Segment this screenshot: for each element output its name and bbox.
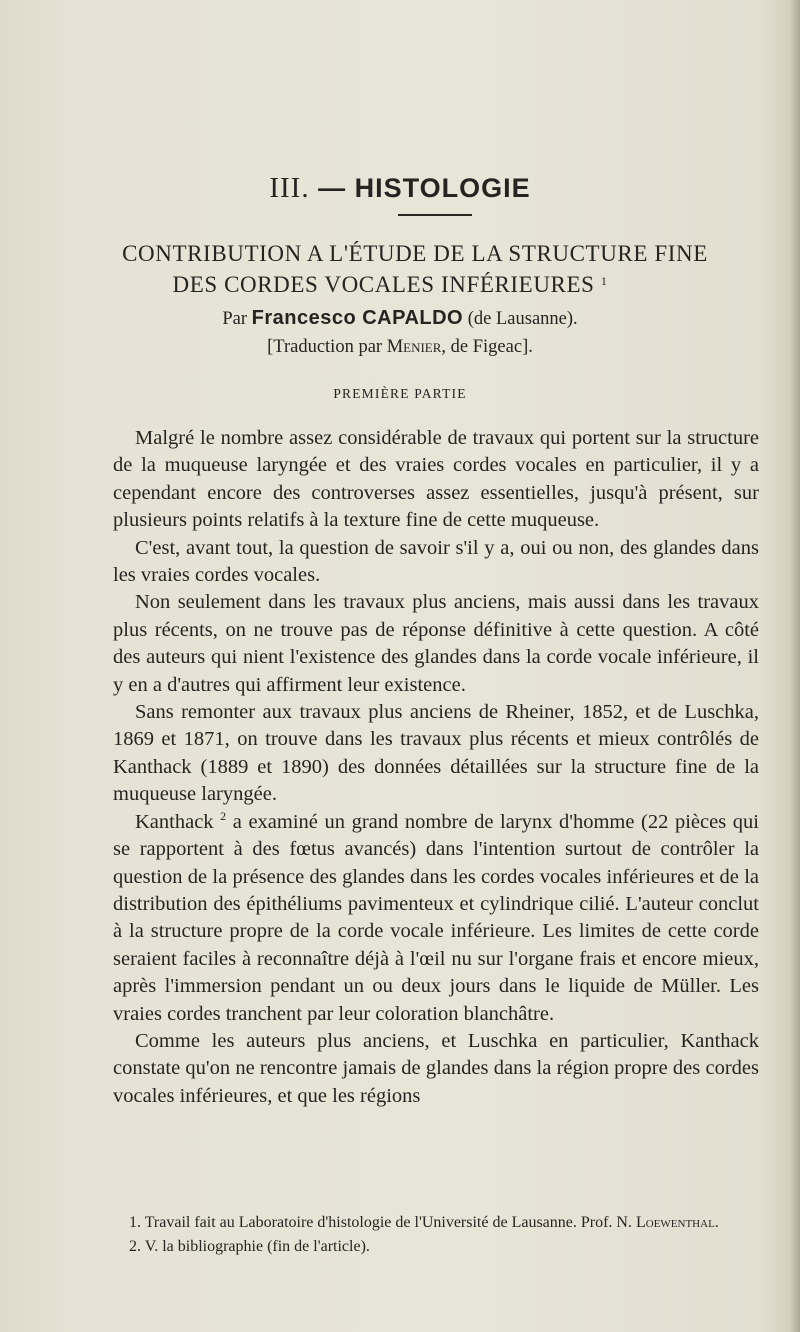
article-title-line-1: CONTRIBUTION A L'ÉTUDE DE LA STRUCTURE FINE [122, 241, 708, 266]
author-name: Francesco CAPALDO [251, 307, 464, 329]
paragraph-1: Malgré le nombre assez considérable de travaux qui portent sur la structure de la muqueuse laryngée et des vraies cordes vocales en particulier, il y a cependant encore des controverses assez essentielles, jusqu'à présent, sur plusieurs points relatifs à la texture fine de cette muqueuse. [113, 427, 759, 532]
byline [0, 307, 800, 330]
paragraph-4: Sans remonter aux travaux plus anciens de Rheiner, 1852, et de Luschka, 1869 et 1871, on trouve dans les travaux plus récents et mieux contrôlés de Kanthack (1889 et 1890) des données détaillées sur la structure fine de la muqueuse laryngée. [113, 701, 759, 806]
translation-suffix: , de Figeac]. [441, 337, 533, 357]
translation-prefix: [Traduction par [267, 337, 383, 357]
byline-prefix: Par [222, 309, 247, 329]
footnote-1-number: 1. [129, 1214, 141, 1231]
section-number: III. [269, 172, 310, 204]
section-dash: — [318, 173, 347, 203]
paragraph-2: C'est, avant tout, la question de savoir s'il y a, oui ou non, des glandes dans les vraies cordes vocales. [113, 536, 759, 587]
footnote-1-name: Loewenthal [635, 1214, 715, 1231]
footnote-2-text: V. la bibliographie (fin de l'article). [144, 1237, 370, 1255]
footnote-1 [113, 1211, 759, 1235]
footnote-ref-1[interactable]: 1 [600, 274, 608, 288]
footnote-2-number: 2. [129, 1237, 141, 1255]
section-heading [0, 172, 800, 205]
footnote-1-end: . [714, 1214, 719, 1231]
paragraph-3: Non seulement dans les travaux plus anciens, mais aussi dans les travaux plus récents, on ne trouve pas de réponse définitive à cette question. A côté des auteurs qui nient l'existence des glandes dans la corde vocale inférieure, il y en a d'autres qui affirment leur existence. [113, 591, 759, 696]
author-affiliation: (de Lausanne). [467, 309, 578, 329]
heading-rule [398, 214, 472, 216]
footnote-ref-2[interactable]: 2 [220, 808, 227, 823]
paragraph-5 [113, 809, 759, 1028]
article-title-text: DES CORDES VOCALES INFÉRIEURES [172, 272, 595, 297]
footnotes [113, 1211, 759, 1258]
footnote-2 [113, 1235, 759, 1259]
section-title: HISTOLOGIE [354, 173, 531, 203]
part-heading: PREMIÈRE PARTIE [333, 386, 467, 401]
paragraph-5-start: Kanthack [135, 810, 214, 833]
article-title-line-2 [0, 272, 790, 298]
paragraph-5-rest: a examiné un grand nombre de larynx d'homme (22 pièces qui se rapportent à des fœtus avancés) dans l'intention surtout de contrôler la question de la présence des glandes dans les cordes vocales inférieures et de la distribution des épithéliums pavimenteux et cylindrique cilié. L'auteur conclut à la structure propre de la corde vocale inférieure. Les limites de cette corde seraient faciles à reconnaître déjà à l'œil nu sur l'organe frais et encore mieux, après l'immersion pendant un ou deux jours dans le liquide de Müller. Les vraies cordes tranchent par leur coloration blanchâtre. [113, 810, 760, 1025]
paragraph-6: Comme les auteurs plus anciens, et Luschka en particulier, Kanthack constate qu'on ne rencontre jamais de glandes dans la région propre des cordes vocales inférieures, et que les régions [113, 1029, 759, 1107]
translator-name: Menier [386, 337, 442, 357]
translation-credit [0, 337, 800, 358]
article-body [113, 425, 759, 1110]
footnote-1-text: Travail fait au Laboratoire d'histologie de l'Université de Lausanne. Prof. N. [144, 1214, 632, 1231]
